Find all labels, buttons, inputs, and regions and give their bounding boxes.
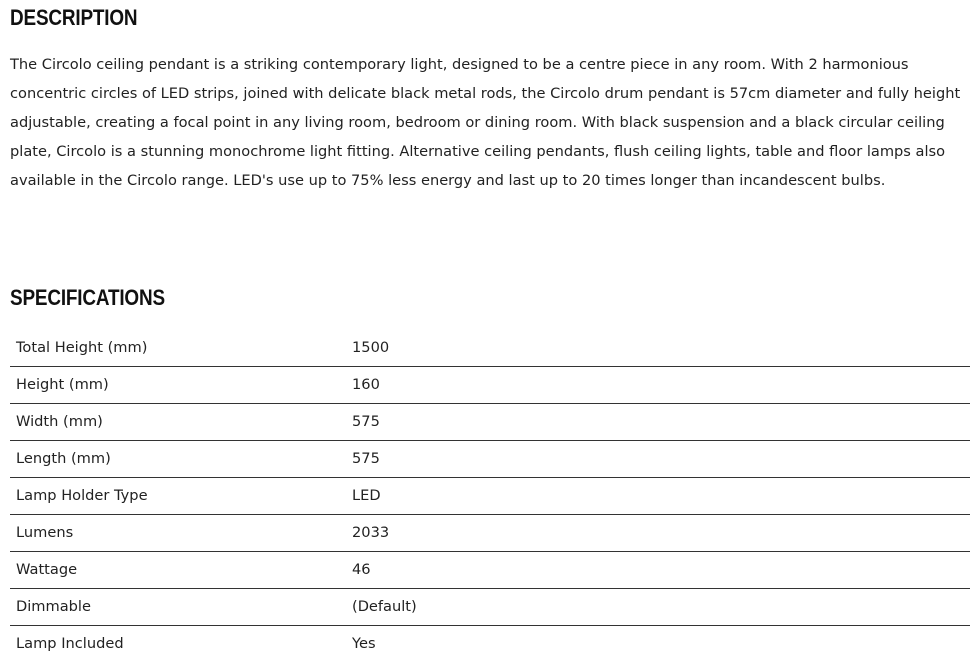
spec-row-length <box>10 440 970 477</box>
spec-row-lamp-holder-type <box>10 477 970 514</box>
spec-label: Lamp Included <box>16 635 124 653</box>
spec-value: Yes <box>352 635 376 653</box>
description-heading: DESCRIPTION <box>10 5 138 30</box>
spec-value: 1500 <box>346 329 970 366</box>
spec-row-width <box>10 403 970 440</box>
spec-row-wattage <box>10 551 970 588</box>
specifications-table <box>10 329 970 662</box>
spec-label: Total Height (mm) <box>10 329 346 366</box>
spec-label: Lumens <box>10 514 346 551</box>
spec-value: 160 <box>346 366 970 403</box>
description-text: The Circolo ceiling pendant is a striking contemporary light, designed to be a centre piece in any room. With 2 harmonious concentric circles of LED strips, joined with delicate black metal rods, the Circolo drum pendant is 57cm diameter and fully height adjustable, creating a focal point in any living room, bedroom or dining room. With black suspension and a black circular ceiling plate, Circolo is a stunning monochrome light fitting. Alternative ceiling pendants, flush ceiling lights, table and floor lamps also available in the Circolo range. LED's use up to 75% less energy and last up to 20 times longer than incandescent bulbs. <box>10 56 961 189</box>
spec-value: 575 <box>346 403 970 440</box>
spec-row-height <box>10 366 970 403</box>
spec-label: Height (mm) <box>10 366 346 403</box>
spec-row-lamp-included <box>10 625 970 662</box>
spec-value: 2033 <box>346 514 970 551</box>
spec-label: Wattage <box>10 551 346 588</box>
spec-row-total-height <box>10 329 970 366</box>
spec-label: Length (mm) <box>10 440 346 477</box>
spec-row-dimmable <box>10 588 970 625</box>
specifications-heading: SPECIFICATIONS <box>10 285 165 310</box>
spec-value: LED <box>346 477 970 514</box>
spec-label: Dimmable <box>10 588 346 625</box>
spec-row-lumens <box>10 514 970 551</box>
spec-value: 46 <box>346 551 970 588</box>
spec-value: 575 <box>346 440 970 477</box>
spec-label: Width (mm) <box>10 403 346 440</box>
spec-value: (Default) <box>346 588 970 625</box>
spec-label: Lamp Holder Type <box>10 477 346 514</box>
